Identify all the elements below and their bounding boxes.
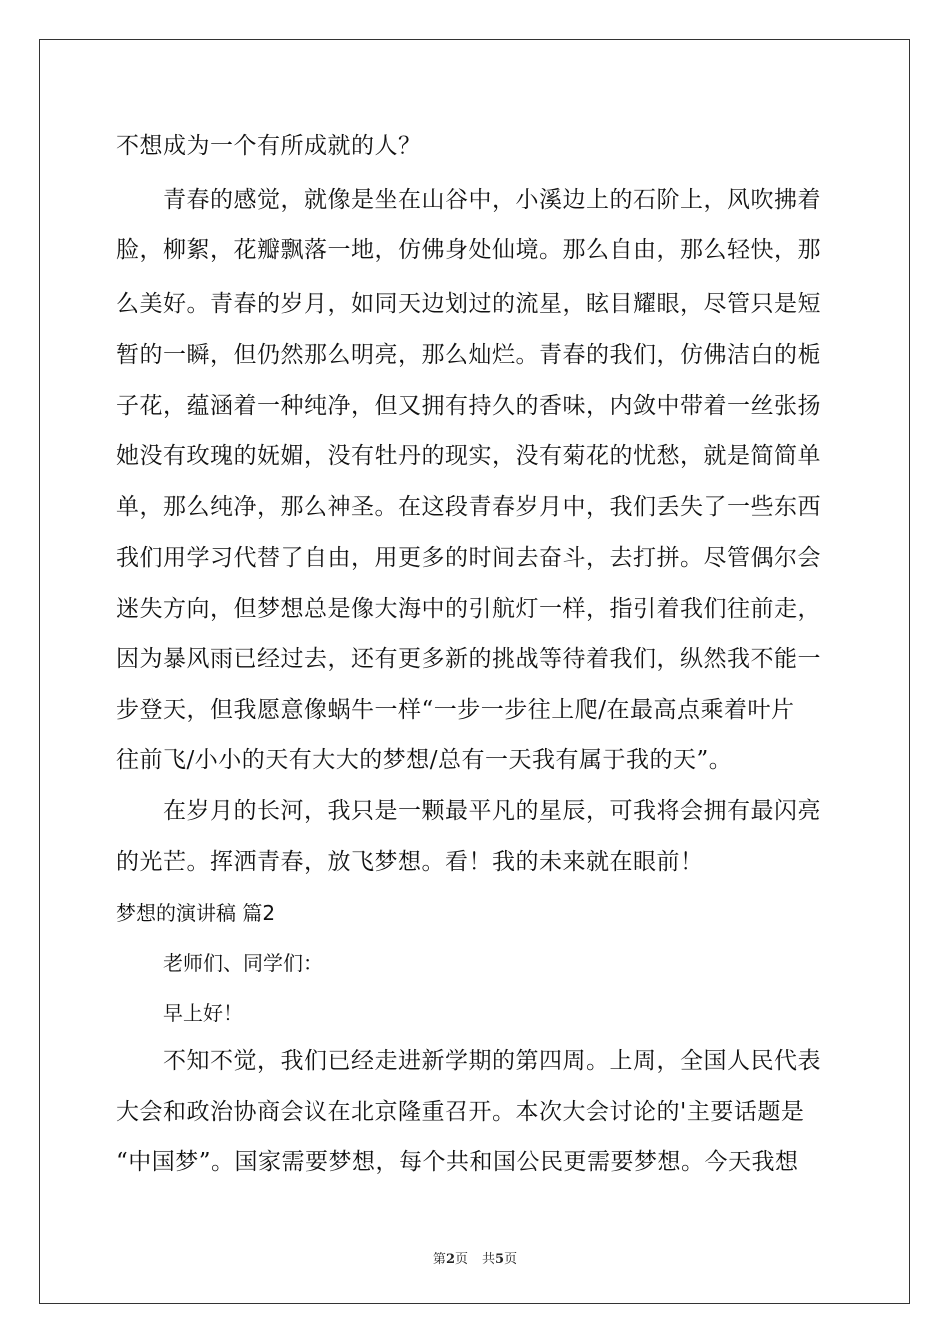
text-line: 不想成为一个有所成就的人？ xyxy=(116,133,422,159)
text-line: 迷失方向，但梦想总是像大海中的引航灯一样，指引着我们往前走， xyxy=(116,596,821,622)
text-line: 她没有玫瑰的妩媚，没有牡丹的现实，没有菊花的忧愁，就是简简单 xyxy=(116,443,821,469)
text-line: 在岁月的长河，我只是一颗最平凡的星辰，可我将会拥有最闪亮 xyxy=(163,798,821,824)
text-line: 步登天，但我愿意像蜗牛一样“一步一步往上爬/在最高点乘着叶片 xyxy=(116,697,795,723)
text-line: “中国梦”。国家需要梦想，每个共和国公民更需要梦想。今天我想 xyxy=(116,1149,799,1175)
greeting-line: 老师们、同学们： xyxy=(163,951,323,975)
text-line: 我们用学习代替了自由，用更多的时间去奋斗，去打拼。尽管偶尔会 xyxy=(116,545,821,571)
text-line: 单，那么纯净，那么神圣。在这段青春岁月中，我们丢失了一些东西 xyxy=(116,494,821,520)
footer-prefix: 第 xyxy=(432,1252,446,1267)
text-line: 往前飞/小小的天有大大的梦想/总有一天我有属于我的天”。 xyxy=(116,747,733,773)
footer-total-suffix: 页 xyxy=(504,1252,518,1267)
text-line: 因为暴风雨已经过去，还有更多新的挑战等待着我们，纵然我不能一 xyxy=(116,646,821,672)
text-line: 子花，蕴涵着一种纯净，但又拥有持久的香味，内敛中带着一丝张扬 xyxy=(116,393,821,419)
text-line: 大会和政治协商会议在北京隆重召开。本次大会讨论的'主要话题是 xyxy=(116,1099,805,1125)
total-page-number: 5 xyxy=(495,1252,505,1267)
current-page-number: 2 xyxy=(445,1252,455,1267)
greeting-line: 早上好！ xyxy=(163,1001,243,1025)
footer-total-prefix: 共 xyxy=(482,1252,496,1267)
footer-page-suffix: 页 xyxy=(454,1252,468,1267)
section-heading: 梦想的演讲稿 篇2 xyxy=(116,901,276,925)
text-line: 脸，柳絮，花瓣飘落一地，仿佛身处仙境。那么自由，那么轻快，那 xyxy=(116,237,821,263)
page-footer xyxy=(0,1248,950,1267)
text-line: 的光芒。挥洒青春，放飞梦想。看！我的未来就在眼前！ xyxy=(116,849,704,875)
text-line: 么美好。青春的岁月，如同天边划过的流星，眩目耀眼，尽管只是短 xyxy=(116,291,821,317)
text-line: 青春的感觉，就像是坐在山谷中，小溪边上的石阶上，风吹拂着 xyxy=(163,187,821,213)
text-line: 不知不觉，我们已经走进新学期的第四周。上周，全国人民代表 xyxy=(163,1048,821,1074)
text-line: 暂的一瞬，但仍然那么明亮，那么灿烂。青春的我们，仿佛洁白的栀 xyxy=(116,342,821,368)
